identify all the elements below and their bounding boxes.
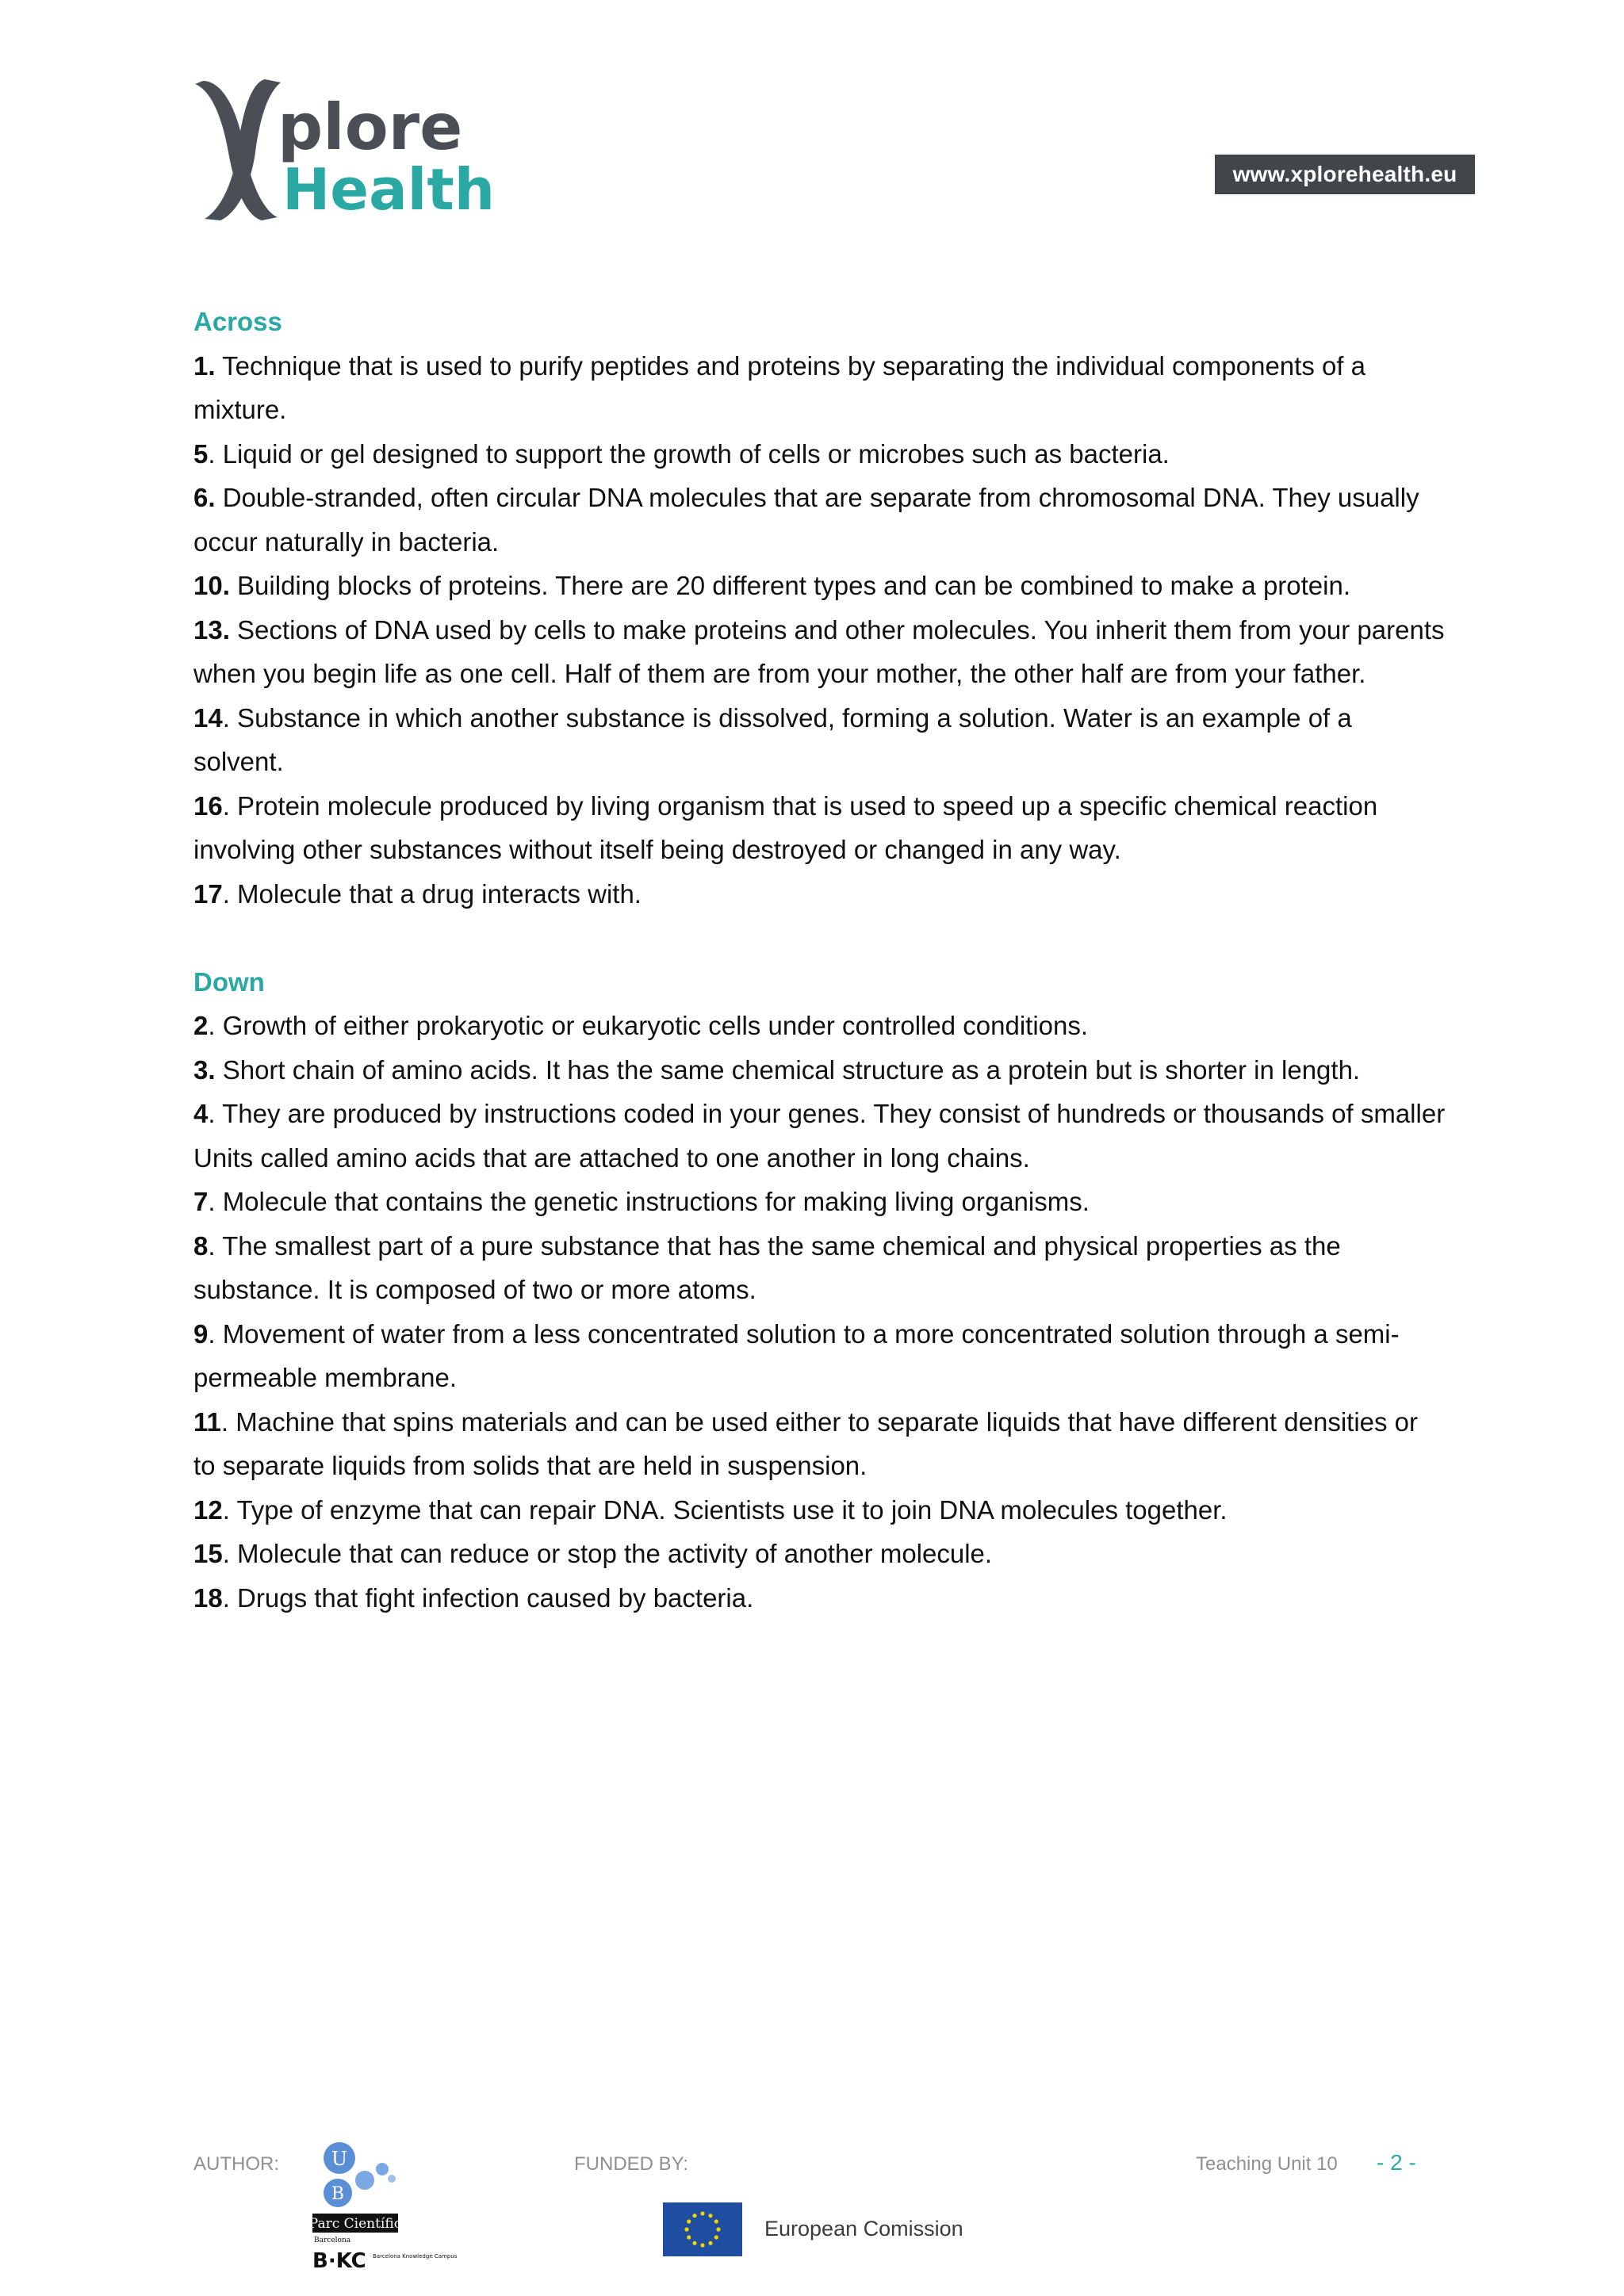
down-clue [193, 1180, 1446, 1224]
across-clue [193, 564, 1446, 608]
clue-number: 6. [193, 483, 216, 512]
clue-text: . Substance in which another substance is dissolved, forming a solution. Water is an example of a solvent. [193, 702, 1352, 776]
website-badge: www.xplorehealth.eu [1215, 155, 1475, 194]
svg-text:U: U [331, 2148, 348, 2170]
clue-number: 7 [193, 1187, 209, 1216]
across-heading: Across [193, 307, 282, 336]
clue-number: 8 [193, 1230, 209, 1261]
across-clue [193, 872, 1446, 916]
clue-text: . Growth of either prokaryotic or eukaryotic cells under controlled conditions. [208, 1011, 1089, 1040]
clue-text: . Molecule that can reduce or stop the activity of another molecule. [222, 1539, 993, 1568]
clue-number: 9 [193, 1318, 209, 1349]
down-clue [193, 1312, 1446, 1400]
clue-number: 12 [193, 1494, 223, 1525]
european-commission-text: European Comission [764, 2217, 963, 2241]
clue-number: 2 [193, 1011, 209, 1040]
across-clue [193, 432, 1446, 476]
across-clue-list [193, 344, 1446, 916]
svg-text:B·KC: B·KC [312, 2249, 366, 2273]
clue-number: 5 [193, 438, 209, 469]
clue-number: 16 [193, 790, 223, 821]
svg-text:plore: plore [278, 90, 463, 164]
clue-number: 13. [193, 614, 230, 645]
clue-text: Sections of DNA used by cells to make proteins and other molecules. You inherit them from your parents when you begin life as one cell. Half of them are from your mother, the other half are from your father. [193, 614, 1445, 688]
down-clue-list [193, 1004, 1446, 1620]
european-commission-logo [663, 2202, 963, 2258]
across-clue [193, 476, 1446, 564]
funded-by-label: FUNDED BY: [574, 2153, 689, 2175]
clue-text: Short chain of amino acids. It has the same chemical structure as a protein but is shorter in length. [215, 1054, 1361, 1085]
clue-text: . The smallest part of a pure substance that has the same chemical and physical properties as the substance. It is composed of two or more atoms. [193, 1230, 1341, 1304]
clue-text: . They are produced by instructions coded in your genes. They consist of hundreds or thousands of smaller Units called amino acids that are attached to one another in long chains. [193, 1099, 1446, 1173]
parc-cientific-logo [308, 2141, 458, 2275]
clue-number: 17 [193, 878, 223, 909]
down-clue [193, 1004, 1446, 1048]
down-heading: Down [193, 966, 265, 997]
crossword-clues [193, 300, 1446, 1620]
svg-text:Parc Científic: Parc Científic [308, 2216, 402, 2232]
svg-text:B: B [331, 2184, 345, 2204]
teaching-unit-label: Teaching Unit 10 [1196, 2153, 1338, 2175]
clue-text: Technique that is used to purify peptides and proteins by separating the individual components of a mixture. [193, 350, 1366, 424]
clue-number: 11 [193, 1406, 221, 1437]
across-clue [193, 784, 1446, 872]
clue-text: Double-stranded, often circular DNA molecules that are separate from chromosomal DNA. They usually occur naturally in bacteria. [193, 483, 1419, 557]
down-clue [193, 1532, 1446, 1576]
clue-number: 14 [193, 702, 223, 733]
clue-text: . Movement of water from a less concentrated solution to a more concentrated solution through a semi-permeable membrane. [193, 1318, 1400, 1392]
eu-flag-icon [663, 2202, 742, 2256]
down-clue [193, 1048, 1446, 1093]
clue-number: 3. [193, 1054, 216, 1085]
clue-text: . Molecule that a drug interacts with. [222, 878, 642, 909]
clue-text: . Drugs that fight infection caused by bacteria. [222, 1582, 754, 1613]
xplore-health-logo [189, 73, 506, 224]
clue-text: . Type of enzyme that can repair DNA. Scientists use it to join DNA molecules together. [222, 1494, 1228, 1525]
clue-text: . Protein molecule produced by living organism that is used to speed up a specific chemical reaction involving other substances without itself being destroyed or changed in any way. [193, 790, 1378, 864]
clue-text: . Liquid or gel designed to support the growth of cells or microbes such as bacteria. [208, 438, 1170, 469]
clue-number: 10. [193, 571, 230, 600]
down-clue [193, 1092, 1446, 1180]
clue-number: 18 [193, 1582, 223, 1613]
svg-text:Health: Health [282, 156, 496, 223]
clue-text: Building blocks of proteins. There are 20 different types and can be combined to make a protein. [229, 571, 1351, 600]
down-clue [193, 1488, 1446, 1533]
down-clue [193, 1224, 1446, 1312]
across-clue [193, 696, 1446, 784]
clue-text: . Molecule that contains the genetic instructions for making living organisms. [208, 1187, 1090, 1216]
svg-text:Barcelona Knowledge Campus: Barcelona Knowledge Campus [373, 2253, 458, 2260]
clue-number: 4 [193, 1099, 209, 1128]
clue-text: . Machine that spins materials and can be used either to separate liquids that have different densities or to separate liquids from solids that are held in suspension. [193, 1406, 1419, 1480]
clue-number: 1. [193, 350, 216, 381]
page-number: - 2 - [1377, 2150, 1416, 2175]
across-clue [193, 608, 1446, 696]
clue-number: 15 [193, 1539, 223, 1568]
author-label: AUTHOR: [193, 2153, 279, 2175]
svg-text:Barcelona: Barcelona [314, 2237, 351, 2244]
across-clue [193, 344, 1446, 432]
down-clue [193, 1576, 1446, 1621]
down-clue [193, 1400, 1446, 1488]
